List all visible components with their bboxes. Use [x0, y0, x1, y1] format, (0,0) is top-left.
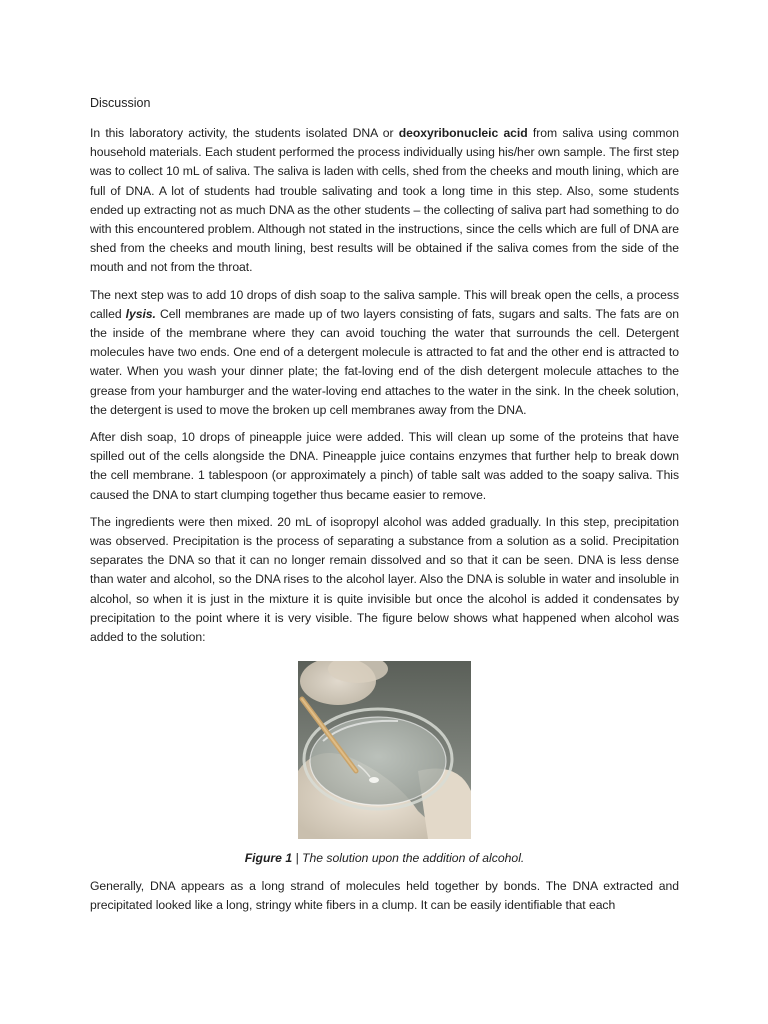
- petri-dish-photo: [298, 661, 471, 839]
- p2-text-a: The next step was to add 10 drops of dish soap to the saliva sample. This will break open the cells, a process called: [90, 287, 679, 321]
- figure-caption-text: | The solution upon the addition of alcohol.: [292, 851, 525, 866]
- paragraph-5: Generally, DNA appears as a long strand of molecules held together by bonds. The DNA extracted and precipitated looked like a long, stringy white fibers in a clump. It can be easily identifiable that each: [90, 879, 679, 913]
- paragraph-4: The ingredients were then mixed. 20 mL of isopropyl alcohol was added gradually. In this step, precipitation was observed. Precipitation is the process of separating a substance from a solution as a solid. Precipitation separates the DNA so that it can no longer remain dissolved and so that it can be seen. DNA is less dense than water and alcohol, so the DNA rises to the alcohol layer. Also the DNA is soluble in water and insoluble in alcohol, so when it is just in the mixture it is quite invisible but once the alcohol is added it condensates by precipitation to the point where it is very visible. The figure below shows what happened when alcohol was added to the solution:: [90, 514, 679, 645]
- figure-1-photo: [298, 661, 471, 839]
- p1-text-a: In this laboratory activity, the students isolated DNA or: [90, 126, 399, 140]
- paragraph-2: [90, 286, 679, 420]
- section-heading: Discussion: [90, 96, 151, 110]
- figure-label: Figure 1: [244, 851, 293, 866]
- paragraph-3: After dish soap, 10 drops of pineapple juice were added. This will clean up some of the proteins that have spilled out of the cells alongside the DNA. Pineapple juice contains enzymes that further help to break down the cell membrane. 1 tablespoon (or approximately a pinch) of table salt was added to the soapy saliva. This caused the DNA to start clumping together thus became easier to remove.: [90, 430, 679, 502]
- figure-caption: [90, 849, 679, 867]
- term-lysis: lysis.: [125, 306, 156, 321]
- p2-text-c: Cell membranes are made up of two layers consisting of fats, sugars and salts. The fats are on the inside of the membrane where they can avoid touching the water that surrounds the cell. Detergent molecules have two ends. One end of a detergent molecule is attracted to fat and the other end is attracted to water. When you wash your dinner plate; the fat-loving end of the dish detergent molecule attaches to the grease from your hamburger and the water-loving end attaches to the water in the sink. In the cheek solution, the detergent is used to move the broken up cell membranes away from the DNA.: [90, 306, 679, 417]
- term-deoxyribonucleic-acid: deoxyribonucleic acid: [398, 126, 528, 140]
- p1-text-c: from saliva using common household materials. Each student performed the process individually using his/her own sample. The first step was to collect 10 mL of saliva. The saliva is laden with cells, shed from the cheeks and mouth lining, which are full of DNA. A lot of students had trouble salivating and took a long time in this step. Also, some students ended up extracting not as much DNA as the other students – the collecting of saliva part had something to do with this encountered problem. Although not stated in the instructions, since the cells which are full of DNA are shed from the cheeks and mouth lining, best results will be obtained if the saliva comes from the side of the mouth and not from the throat.: [90, 126, 679, 275]
- paragraph-1: [90, 124, 679, 278]
